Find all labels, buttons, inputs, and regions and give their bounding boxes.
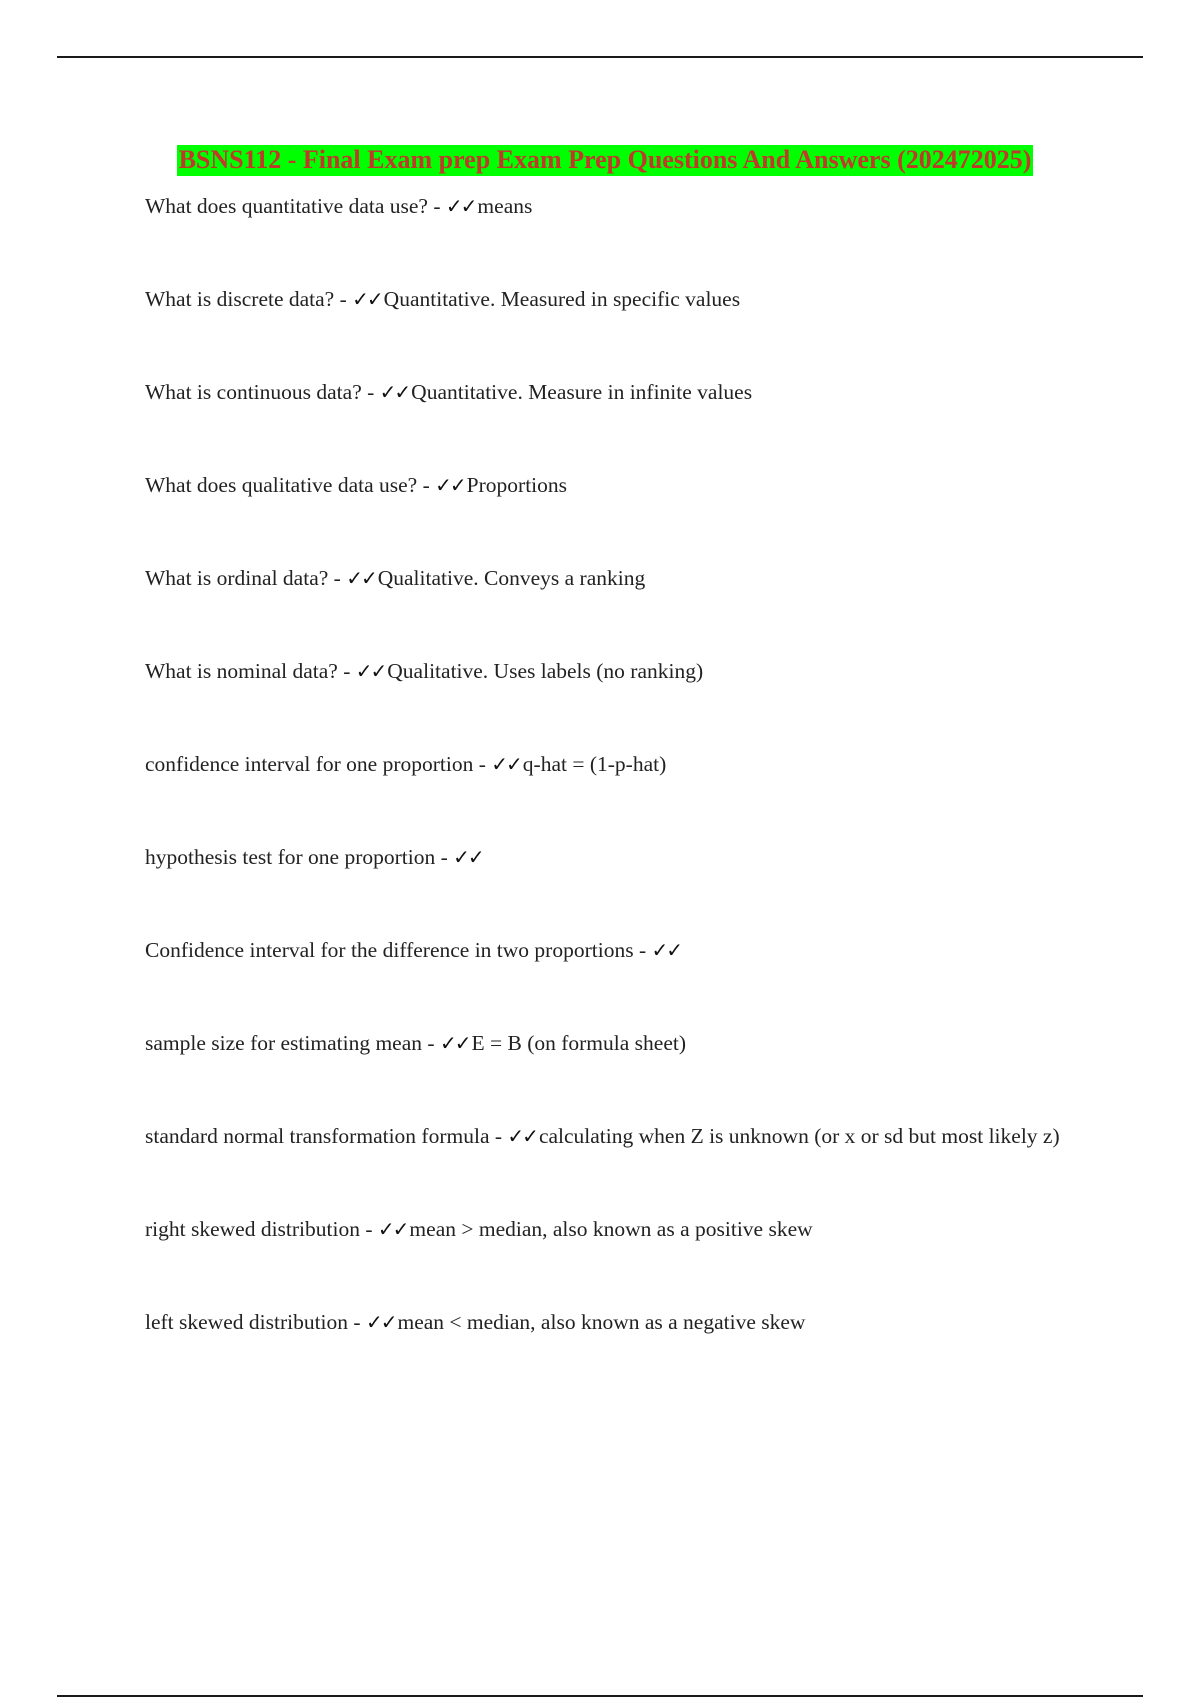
bottom-rule (57, 1695, 1143, 1697)
separator: - (359, 1217, 378, 1241)
separator: - (633, 938, 652, 962)
title-container (145, 145, 1065, 176)
answer-text: mean > median, also known as a positive skew (409, 1217, 813, 1241)
question-text: confidence interval for one proportion (145, 752, 474, 776)
qa-item (145, 936, 1065, 964)
answer-text: Proportions (466, 473, 568, 497)
document-title: BSNS112 - Final Exam prep Exam Prep Questions And Answers (202472025) (178, 145, 1032, 174)
separator: - (473, 752, 492, 776)
double-check-icon: ✓✓ (507, 1124, 537, 1148)
top-rule (57, 56, 1143, 58)
question-text: left skewed distribution (145, 1310, 349, 1334)
qa-item (145, 1215, 1065, 1243)
double-check-icon: ✓✓ (365, 1310, 396, 1334)
double-check-icon: ✓✓ (346, 566, 376, 590)
double-check-icon: ✓✓ (379, 380, 410, 404)
qa-item (145, 843, 1065, 871)
answer-text: means (477, 194, 533, 218)
qa-item (145, 471, 1065, 499)
question-text: sample size for estimating mean (145, 1031, 423, 1055)
qa-item (145, 285, 1065, 313)
qa-item (145, 750, 1065, 778)
answer-text: Qualitative. Conveys a ranking (377, 566, 646, 590)
double-check-icon: ✓✓ (355, 659, 386, 683)
double-check-icon: ✓✓ (651, 938, 682, 962)
answer-text: q-hat = (1-p-hat) (522, 752, 667, 776)
question-text: What does quantitative data use? (145, 194, 428, 218)
question-text: What is nominal data? (145, 659, 338, 683)
question-text: What does qualitative data use? (145, 473, 418, 497)
double-check-icon: ✓✓ (453, 845, 483, 869)
double-check-icon: ✓✓ (352, 287, 382, 311)
qa-item (145, 1308, 1065, 1336)
qa-item (145, 564, 1065, 592)
qa-item (145, 1029, 1065, 1057)
separator: - (417, 473, 436, 497)
qa-item (145, 1122, 1065, 1150)
question-text: standard normal transformation formula (145, 1124, 490, 1148)
answer-text: Qualitative. Uses labels (no ranking) (387, 659, 704, 683)
document-body (145, 145, 1065, 1336)
question-text: hypothesis test for one proportion (145, 845, 436, 869)
question-text: What is discrete data? (145, 287, 335, 311)
separator: - (337, 659, 356, 683)
separator: - (348, 1310, 366, 1334)
separator: - (489, 1124, 508, 1148)
qa-item (145, 192, 1065, 220)
answer-text: Quantitative. Measured in specific values (383, 287, 741, 311)
question-text: What is continuous data? (145, 380, 362, 404)
separator: - (427, 194, 446, 218)
double-check-icon: ✓✓ (445, 194, 476, 218)
double-check-icon: ✓✓ (435, 473, 465, 497)
qa-item (145, 378, 1065, 406)
separator: - (328, 566, 347, 590)
separator: - (361, 380, 380, 404)
separator: - (334, 287, 353, 311)
question-text: right skewed distribution (145, 1217, 360, 1241)
double-check-icon: ✓✓ (439, 1031, 470, 1055)
question-text: Confidence interval for the difference in two proportions (145, 938, 634, 962)
answer-text: E = B (on formula sheet) (471, 1031, 686, 1055)
answer-text: calculating when Z is unknown (or x or sd but most likely z) (538, 1124, 1060, 1148)
answer-text: Quantitative. Measure in infinite values (411, 380, 753, 404)
answer-text: mean < median, also known as a negative skew (397, 1310, 806, 1334)
qa-list (145, 192, 1065, 1336)
separator: - (422, 1031, 440, 1055)
double-check-icon: ✓✓ (377, 1217, 408, 1241)
separator: - (435, 845, 454, 869)
question-text: What is ordinal data? (145, 566, 329, 590)
double-check-icon: ✓✓ (491, 752, 521, 776)
qa-item (145, 657, 1065, 685)
